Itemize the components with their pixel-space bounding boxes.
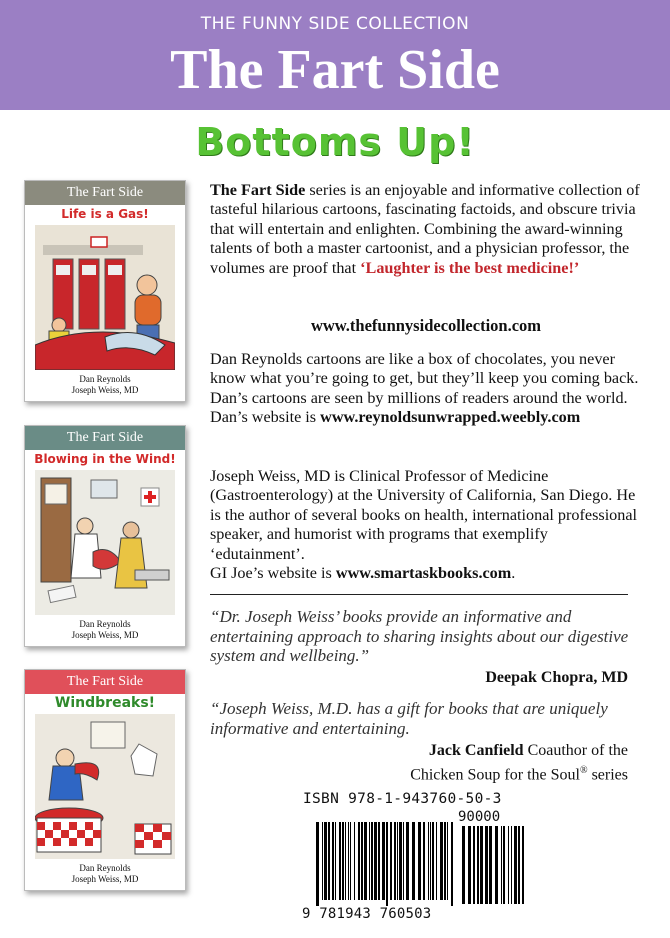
barcode-bar: [403, 822, 404, 900]
barcode-bar: [423, 822, 425, 900]
book-cover-blowing-in-the-wind: [24, 425, 186, 647]
barcode-bar: [451, 822, 453, 906]
barcode-bar: [508, 826, 509, 904]
barcode-bar: [428, 822, 429, 900]
barcode-bar: [369, 822, 370, 900]
barcode-bar: [399, 822, 402, 900]
barcode-bar: [514, 826, 517, 904]
physician-site-suffix: .: [511, 564, 516, 583]
barcode-bar: [477, 826, 479, 904]
book-cover-title: Blowing in the Wind!: [34, 452, 176, 466]
book-cover-authors: [25, 615, 185, 646]
book-cover-band: The Fart Side: [25, 181, 185, 205]
quote-canfield-role: Coauthor of the: [523, 742, 628, 759]
price-code: 90000: [458, 809, 501, 825]
barcode-bar: [503, 826, 505, 904]
barcode-bar: [522, 826, 524, 904]
author-cartoonist: Dan Reynolds: [79, 619, 131, 629]
cartoon-doctor-office-image: [35, 470, 175, 615]
barcode-bar: [468, 826, 471, 904]
barcode-bar: [440, 822, 443, 900]
barcode-bar: [480, 826, 483, 904]
book-cover-title: Windbreaks!: [54, 695, 156, 711]
barcode-bar: [418, 822, 421, 900]
barcode-bar: [371, 822, 373, 900]
author-cartoonist: Dan Reynolds: [79, 863, 131, 873]
quote-canfield-series-name: Chicken Soup for the Soul: [410, 766, 580, 784]
series-name: THE FUNNY SIDE COLLECTION: [200, 14, 470, 34]
barcode-bar: [378, 822, 380, 900]
barcode-bar: [489, 826, 492, 904]
barcode-bar: [495, 826, 498, 904]
cartoonist-bio-body: Dan Reynolds cartoons are like a box of chocolates, you never know what you’re going to get, but they’ll keep you coming back. Dan’s cartoons are seen by millions of readers around the world.: [210, 350, 639, 407]
quote-canfield-series-suffix: series: [587, 766, 628, 784]
barcode-bar: [324, 822, 327, 900]
isbn-label: ISBN 978-1-943760-50-3: [303, 791, 502, 807]
barcode-bar: [394, 822, 396, 900]
barcode-bar: [328, 822, 330, 900]
cartoonist-bio: [210, 350, 642, 428]
isbn-barcode: [316, 822, 456, 906]
quote-canfield-attribution: [210, 741, 628, 761]
series-name-bold: The Fart Side: [210, 181, 306, 199]
cartoonist-website: www.reynoldsunwrapped.weebly.com: [320, 408, 581, 427]
barcode-bar: [462, 826, 465, 904]
book-cover-band: The Fart Side: [25, 670, 185, 694]
barcode-bar: [342, 822, 344, 900]
quote-canfield-name: Jack Canfield: [428, 742, 524, 759]
quote-chopra-attribution: Deepak Chopra, MD: [485, 669, 628, 686]
author-physician: Joseph Weiss, MD: [71, 385, 139, 395]
cartoonist-site-prefix: Dan’s website is: [210, 408, 321, 427]
book-cover-windbreaks: [24, 669, 186, 891]
section-divider: [210, 594, 628, 595]
registered-mark: ®: [579, 765, 588, 776]
physician-website: www.smartaskbooks.com: [335, 564, 512, 583]
series-description: [210, 181, 642, 278]
book-cover-authors: [25, 370, 185, 401]
title-band: [0, 0, 670, 110]
author-physician: Joseph Weiss, MD: [71, 874, 139, 884]
author-cartoonist: Dan Reynolds: [79, 374, 131, 384]
barcode-bar: [447, 822, 448, 900]
barcode-bar: [406, 822, 409, 900]
author-physician: Joseph Weiss, MD: [71, 630, 139, 640]
barcode-bar: [501, 826, 502, 904]
barcode-bar: [412, 822, 415, 900]
barcode-bar: [364, 822, 367, 900]
quote-canfield-attribution-line2: [210, 761, 628, 785]
barcode-bar: [335, 822, 336, 900]
book-subtitle: Bottoms Up!: [195, 120, 475, 164]
barcode-bar: [345, 822, 346, 900]
barcode-bar: [332, 822, 334, 900]
book-cover-authors: [25, 859, 185, 890]
physician-site-prefix: GI Joe’s website is: [210, 564, 336, 583]
barcode-bar: [354, 822, 355, 900]
book-cover-band: The Fart Side: [25, 426, 185, 450]
barcode-bar: [430, 822, 431, 900]
barcode-bar: [473, 826, 475, 904]
barcode-bar: [518, 826, 520, 904]
quote-canfield: “Joseph Weiss, M.D. has a gift for books that are uniquely informative and entertaining.: [210, 699, 608, 738]
barcode-bar: [390, 822, 392, 900]
barcode-bar: [339, 822, 341, 900]
barcode-bar: [432, 822, 434, 900]
quote-chopra: “Dr. Joseph Weiss’ books provide an informative and entertaining approach to sharing insights about our digestive system and wellbeing.”: [210, 607, 629, 665]
ean-digits: 9 781943 760503: [302, 906, 432, 922]
physician-bio: [210, 467, 642, 583]
book-cover-life-is-a-gas: [24, 180, 186, 402]
barcode-bar: [358, 822, 360, 900]
cartoon-superhero-diner-image: [35, 714, 175, 859]
price-barcode: [462, 826, 528, 904]
laughter-tagline: ‘Laughter is the best medicine!’: [360, 258, 580, 277]
cartoon-gas-station-image: [35, 225, 175, 370]
collection-website: www.thefunnysidecollection.com: [310, 316, 542, 335]
barcode-bar: [386, 822, 388, 906]
barcode-bar: [511, 826, 512, 904]
barcode-bar: [444, 822, 446, 900]
series-description-body: series is an enjoyable and informative collection of tasteful hilarious cartoons, fascinating factoids, and obscure trivia that will entertain and enlighten. Combining the award-winning talents of both a master cartoonist, and a physician professor, the volumes are proof that: [210, 181, 640, 277]
barcode-bar: [348, 822, 349, 900]
book-cover-title: Life is a Gas!: [61, 207, 149, 221]
barcode-bar: [322, 822, 323, 900]
barcode-bar: [350, 822, 351, 900]
barcode-bar: [374, 822, 377, 900]
barcode-bar: [397, 822, 398, 900]
barcode-bar: [382, 822, 385, 900]
book-title: The Fart Side: [170, 39, 500, 101]
barcode-bar: [361, 822, 363, 900]
barcode-bar: [316, 822, 319, 906]
barcode-bar: [485, 826, 488, 904]
physician-bio-body: Joseph Weiss, MD is Clinical Professor of Medicine (Gastroenterology) at the University of California, San Diego. He is the author of several books on health, international professional speaker, and humorist with programs that exemplify ‘edutainment’.: [210, 467, 638, 563]
barcode-bar: [436, 822, 437, 900]
